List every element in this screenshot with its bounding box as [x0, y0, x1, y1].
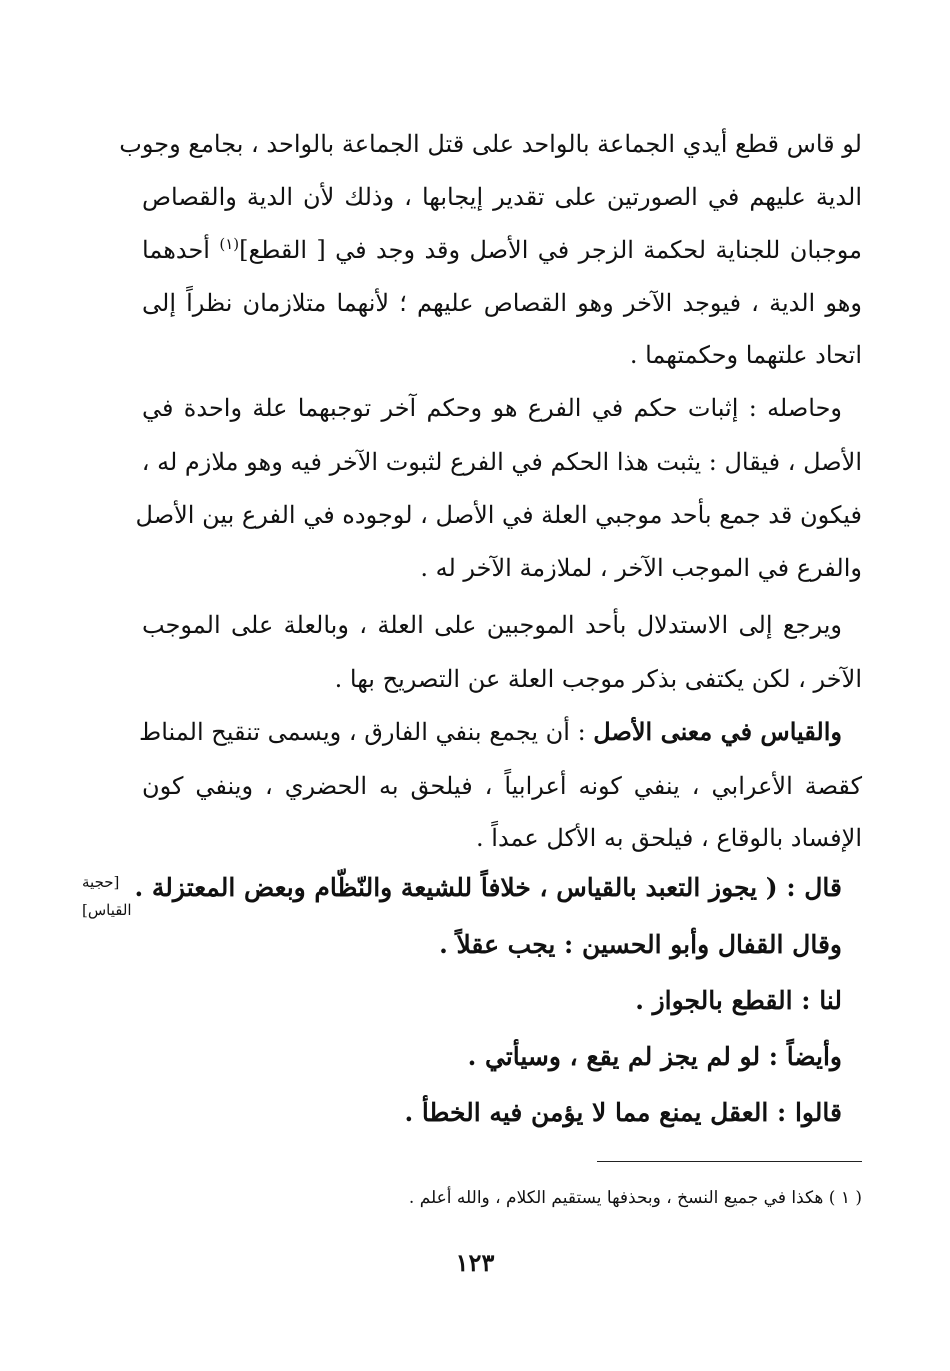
paragraph-1-line-3 — [142, 230, 862, 270]
paragraph-2-line-2: الأصل ، فيقال : يثبت هذا الحكم في الفرع لثبوت الآخر فيه وهو ملازم له ، — [141, 448, 862, 476]
section-heading-qiyas: والقياس في معنى الأصل — [593, 717, 842, 746]
paragraph-1-line-2: الدية عليهم في الصورتين على تقدير إيجابها ، وذلك لأن الدية والقصاص — [142, 183, 862, 211]
matn-line-5: قالوا : العقل يمنع مما لا يؤمن فيه الخطأ . — [404, 1098, 842, 1127]
paragraph-4-line-1 — [139, 712, 842, 752]
page-number: ١٢٣ — [455, 1248, 495, 1277]
margin-note-line-1: [حجية — [82, 873, 120, 891]
paragraph-3-line-1: ويرجع إلى الاستدلال بأحد الموجبين على العلة ، وبالعلة على الموجب — [142, 611, 842, 639]
paragraph-4-line-1-text: : أن يجمع بنفي الفارق ، ويسمى تنقيح المناط — [139, 718, 594, 746]
footnote-reference: (١) — [219, 235, 240, 253]
paragraph-1-line-4: وهو الدية ، فيوجد الآخر وهو القصاص عليهم ؛ لأنهما متلازمان نظراً إلى — [142, 289, 862, 317]
paragraph-1-line-3-text: موجبان للجناية لحكمة الزجر في الأصل وقد وجد في [ القطع] — [239, 236, 862, 264]
matn-line-1: قال : ( يجوز التعبد بالقياس ، خلافاً للشيعة والنّظّام وبعض المعتزلة . — [134, 873, 842, 902]
paragraph-2-line-4: والفرع في الموجب الآخر ، لملازمة الآخر له . — [420, 554, 862, 582]
paragraph-1-line-1: لو قاس قطع أيدي الجماعة بالواحد على قتل الجماعة بالواحد ، بجامع وجوب — [119, 130, 862, 158]
matn-line-3: لنا : القطع بالجواز . — [635, 986, 842, 1015]
footnote: ( ١ ) هكذا في جميع النسخ ، وبحذفها يستقيم الكلام ، والله أعلم . — [408, 1188, 862, 1208]
paragraph-1-line-3-end: أحدهما — [142, 236, 220, 264]
margin-note-line-2: القياس] — [82, 901, 132, 919]
paragraph-2-line-3: فيكون قد جمع بأحد موجبي العلة في الأصل ، لوجوده في الفرع بين الأصل — [135, 501, 862, 529]
matn-line-4: وأيضاً : لو لم يجز لم يقع ، وسيأتي . — [467, 1042, 842, 1071]
footnote-separator — [597, 1161, 862, 1162]
paragraph-1-line-5: اتحاد علتهما وحكمتهما . — [629, 341, 862, 369]
paragraph-4-line-3: الإفساد بالوقاع ، فيلحق به الأكل عمداً . — [476, 824, 862, 852]
paragraph-3-line-2: الآخر ، لكن يكتفى بذكر موجب العلة عن التصريح بها . — [334, 665, 862, 693]
matn-line-2: وقال القفال وأبو الحسين : يجب عقلاً . — [439, 930, 842, 959]
paragraph-4-line-2: كقصة الأعرابي ، ينفي كونه أعرابياً ، فيلحق به الحضري ، وينفي كون — [142, 772, 862, 800]
paragraph-2-line-1: وحاصله : إثبات حكم في الفرع هو وحكم آخر توجبهما علة واحدة في — [142, 394, 842, 422]
